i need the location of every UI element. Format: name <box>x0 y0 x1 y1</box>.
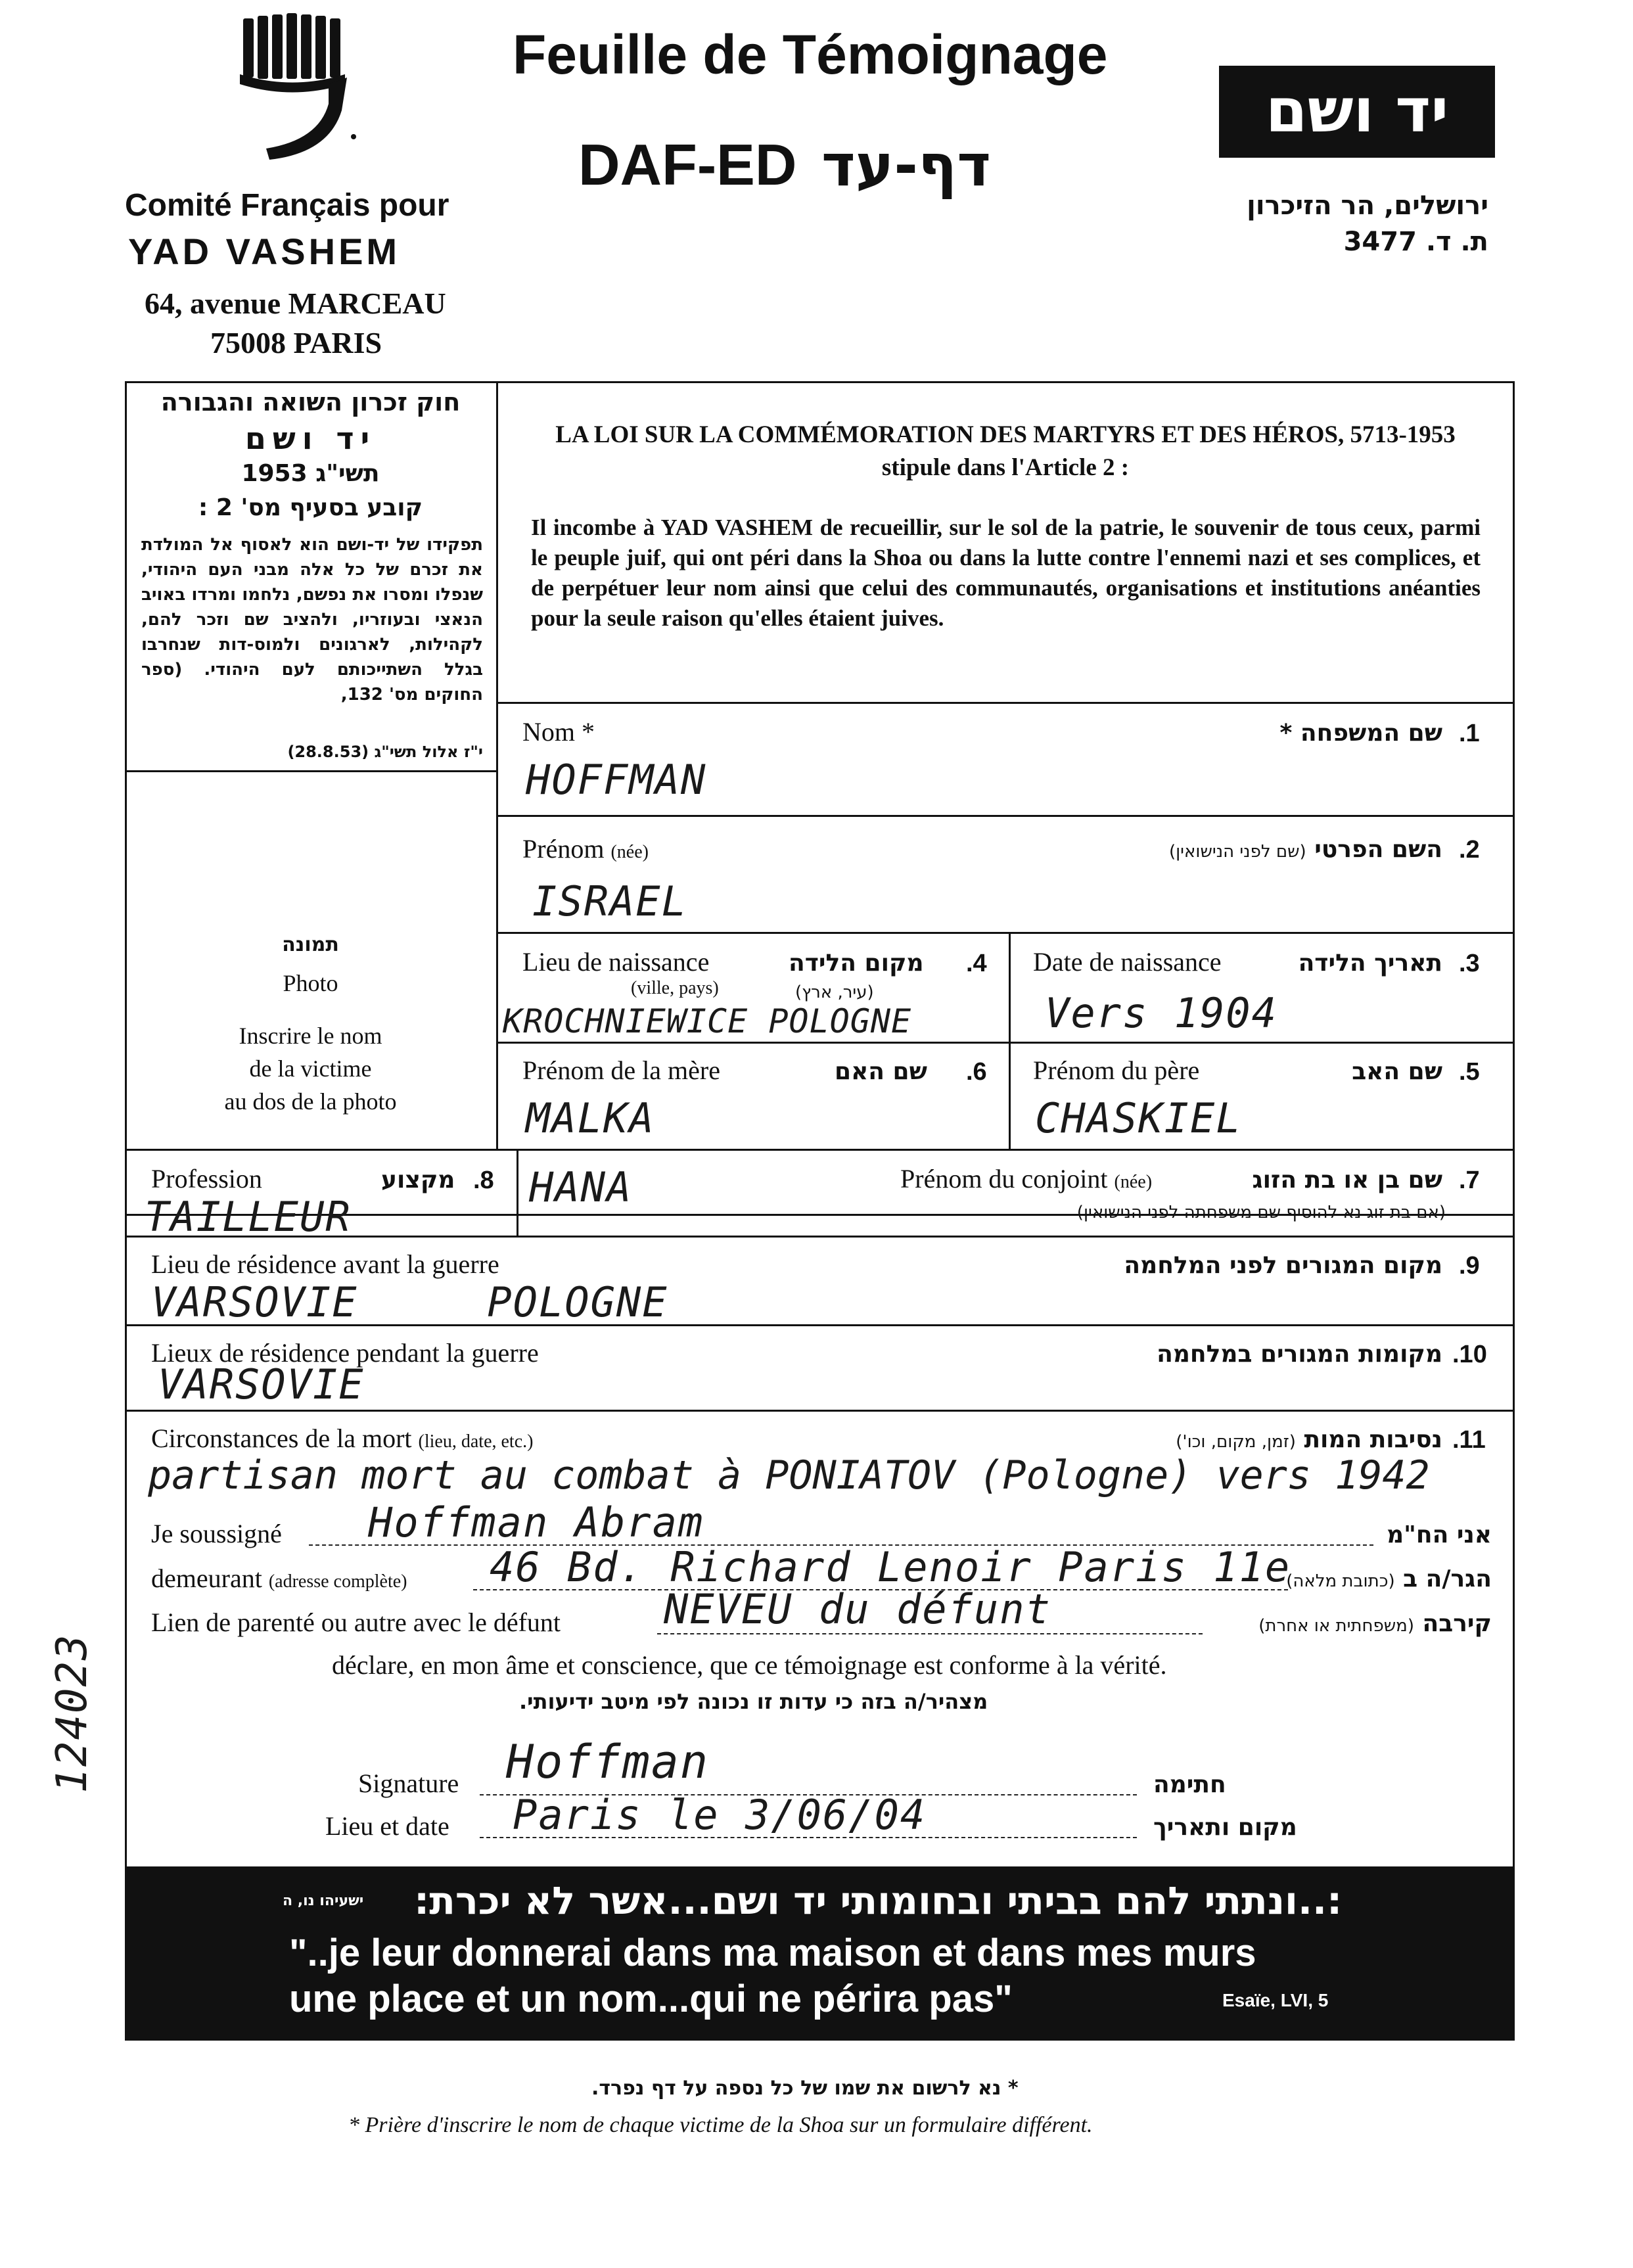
residence-avant-value[interactable]: VARSOVIE POLOGNE <box>151 1278 668 1326</box>
demeurant-label-small: (adresse complète) <box>268 1571 407 1592</box>
lieu-naissance-label: Lieu de naissance <box>522 947 710 977</box>
banner-french-source: Esaïe, LVI, 5 <box>1222 1990 1329 2010</box>
date-naissance-value[interactable]: Vers 1904 <box>1045 989 1277 1037</box>
profession-value[interactable]: TAILLEUR <box>145 1193 352 1241</box>
residence-avant-hebrew: מקום המגורים לפני המלחמה <box>1124 1252 1442 1279</box>
prenom-pere-label: Prénom du père <box>1033 1055 1200 1085</box>
circonstances-number: .11 <box>1452 1426 1486 1454</box>
demeurant-hebrew-small: (כתובת מלאה) <box>1286 1571 1395 1591</box>
lieu-naissance-number: .4 <box>966 950 987 977</box>
prenom-value[interactable]: ISRAEL <box>532 877 687 925</box>
prenom-label-small: (née) <box>610 842 649 862</box>
parente-hebrew-small: (משפחתית או אחרת) <box>1258 1616 1414 1636</box>
prenom-number: .2 <box>1459 836 1480 864</box>
form-subtitle-latin: DAF-ED <box>578 132 797 197</box>
right-border-lower <box>1513 1149 1515 1891</box>
residence-pendant-value[interactable]: VARSOVIE <box>158 1360 365 1408</box>
lieu-date-value[interactable]: Paris le 3/06/04 <box>513 1791 927 1839</box>
declaration-french: déclare, en mon âme et conscience, que ce témoignage est conforme à la vérité. <box>332 1650 1167 1680</box>
divider-residence-during <box>125 1410 1515 1412</box>
form-subtitle-hebrew: דף-עד <box>821 131 991 199</box>
demeurant-label-text: demeurant <box>151 1563 262 1593</box>
nom-number: .1 <box>1459 720 1480 747</box>
law-hebrew-date: י"ז אלול תשי"ג (28.8.53) <box>287 743 483 761</box>
committee-line1: Comité Français pour <box>125 188 449 223</box>
conjoint-number: .7 <box>1459 1167 1480 1194</box>
prenom-label <box>522 833 649 864</box>
divider-prenom <box>496 932 1515 934</box>
prenom-mere-value[interactable]: MALKA <box>526 1094 655 1142</box>
circonstances-label <box>151 1423 533 1454</box>
divider-parents <box>125 1149 1515 1151</box>
photo-instruction-3: au dos de la photo <box>224 1088 397 1115</box>
footnote-french: * Prière d'inscrire le nom de chaque victime de la Shoa sur un formulaire différent. <box>348 2113 1093 2137</box>
circonstances-hebrew <box>1176 1426 1442 1453</box>
divider-nom <box>496 815 1515 817</box>
residence-pendant-number: .10 <box>1452 1341 1487 1368</box>
left-border-lower <box>125 1149 127 1891</box>
parente-value[interactable]: NEVEU du défunt <box>664 1585 1051 1633</box>
declaration-hebrew: מצהיר/ה בזה כי עדות זו נכונה לפי מיטב ידיעותי. <box>519 1689 988 1714</box>
banner-hebrew-source: ישעיהו נו, ה <box>283 1893 364 1909</box>
banner-french-line1: "..je leur donnerai dans ma maison et dans mes murs <box>289 1932 1256 1974</box>
law-french-subtitle: stipule dans l'Article 2 : <box>881 454 1130 481</box>
circonstances-hebrew-text: נסיבות המות <box>1304 1426 1442 1453</box>
date-naissance-label: Date de naissance <box>1033 947 1222 977</box>
residence-avant-label: Lieu de résidence avant la guerre <box>151 1249 499 1279</box>
lieu-naissance-hebrew: מקום הלידה <box>789 950 924 977</box>
prenom-hebrew-text: השם הפרטי <box>1314 836 1442 863</box>
law-hebrew-yad-vashem: יד ושם <box>244 421 377 456</box>
prenom-mere-hebrew: שם האם <box>835 1058 927 1085</box>
soussigne-hebrew: אני הח"מ <box>1387 1521 1492 1548</box>
footnote-hebrew: * נא לרשום את שמו של כל נספה על דף נפרד. <box>591 2077 1019 2100</box>
prenom-label-text: Prénom <box>522 834 605 864</box>
law-hebrew-year: תשי"ג 1953 <box>241 460 380 487</box>
divider-profession <box>125 1236 1515 1238</box>
circonstances-label-text: Circonstances de la mort <box>151 1423 412 1453</box>
residence-pendant-label: Lieux de résidence pendant la guerre <box>151 1338 539 1368</box>
prenom-pere-value[interactable]: CHASKIEL <box>1035 1094 1242 1142</box>
address-line1: 64, avenue MARCEAU <box>145 287 446 320</box>
demeurant-label <box>151 1563 407 1594</box>
demeurant-hebrew-text: הגר/ה ב <box>1403 1565 1492 1592</box>
law-hebrew-title: חוק זכרון השואה והגבורה <box>160 388 461 417</box>
parente-line <box>657 1633 1203 1634</box>
lieu-naissance-label-small: (ville, pays) <box>631 978 719 998</box>
law-hebrew-body: תפקידו של יד-ושם הוא לאסוף אל המולדת את זכרם של כל אלה מבני העם היהודי, שנפלו ומסרו את נפשם, נלחמו ומרדו באויב הנאצי ובעוזריו, ולהציב שם וזכר להם, לקהילות, לארגונים ולמוס-דות שנחרבו בגלל השתייכותם לעם היהודי. (ספר החוקים מס' 132, <box>141 535 483 705</box>
soussigne-label: Je soussigné <box>151 1519 282 1548</box>
divider-profession-vertical <box>517 1149 518 1236</box>
law-french-body: Il incombe à YAD VASHEM de recueillir, sur le sol de la patrie, le souvenir de tous ceux, parmi le peuple juif, qui ont péri dans la Shoa ou dans la lutte contre l'ennemi nazi et ses complices, et de perpétuer leur nom ainsi que celui des communautés, organisations et institutions anéanties pour la seule raison qu'elles étaient juives. <box>531 515 1481 631</box>
circonstances-hebrew-small: (זמן, מקום, וכו') <box>1176 1432 1296 1452</box>
parente-label: Lien de parenté ou autre avec le défunt <box>151 1608 561 1637</box>
lieu-date-label: Lieu et date <box>325 1811 449 1841</box>
prenom-hebrew-small: (שם לפני הנישואין) <box>1168 842 1306 862</box>
profession-hebrew: מקצוע <box>381 1167 455 1193</box>
left-column-divider <box>496 381 498 1150</box>
prenom-mere-number: .6 <box>966 1058 987 1086</box>
parente-hebrew <box>1258 1610 1492 1637</box>
parente-hebrew-text: קירבה <box>1422 1610 1492 1637</box>
photo-instruction-1: Inscrire le nom <box>239 1023 382 1049</box>
photo-instruction-2: de la victime <box>249 1055 372 1082</box>
yad-vashem-hebrew-logo <box>1219 66 1495 158</box>
date-naissance-hebrew: תאריך הלידה <box>1298 950 1442 977</box>
law-french-title: LA LOI SUR LA COMMÉMORATION DES MARTYRS ET DES HÉROS, 5713-1953 <box>555 421 1456 448</box>
soussigne-value[interactable]: Hoffman Abram <box>368 1498 704 1546</box>
prenom-pere-number: .5 <box>1459 1058 1480 1086</box>
logo-text: יד ושם <box>1265 76 1449 146</box>
profession-label: Profession <box>151 1164 262 1193</box>
demeurant-hebrew <box>1286 1565 1492 1592</box>
prenom-hebrew <box>1169 836 1442 863</box>
nom-label: Nom * <box>522 717 595 747</box>
right-address-line1: ירושלים, הר הזיכרון <box>1247 191 1488 221</box>
signature-label: Signature <box>358 1769 459 1798</box>
conjoint-value[interactable]: HANA <box>529 1163 633 1211</box>
demeurant-value[interactable]: 46 Bd. Richard Lenoir Paris 11e <box>490 1543 1291 1591</box>
prenom-pere-hebrew: שם האב <box>1352 1058 1442 1085</box>
conjoint-hebrew-small: (אם בת זוג נא להוסיף שם משפחתה לפני הנישואין) <box>1076 1203 1446 1222</box>
prenom-mere-label: Prénom de la mère <box>522 1055 720 1085</box>
banner-french-line2: une place et un nom...qui ne périra pas" <box>289 1978 1013 2020</box>
conjoint-label-text: Prénom du conjoint <box>900 1164 1108 1193</box>
signature-hebrew: חתימה <box>1153 1771 1226 1798</box>
committee-line2: YAD VASHEM <box>128 231 401 272</box>
address-line2: 75008 PARIS <box>210 326 382 359</box>
conjoint-label <box>900 1163 1152 1194</box>
quote-banner <box>125 1866 1515 2041</box>
margin-archive-number: 124023 <box>48 1633 97 1794</box>
nom-value[interactable]: HOFFMAN <box>526 756 707 804</box>
banner-hebrew-quote: :..ונתתי להם בביתי ובחומותי יד ושם...אשר לא יכרת: <box>414 1878 1343 1923</box>
signature-value[interactable]: Hoffman <box>506 1735 710 1789</box>
circonstances-value[interactable]: partisan mort au combat à PONIATOV (Pologne) vers 1942 <box>148 1452 1430 1498</box>
circonstances-label-small: (lieu, date, etc.) <box>418 1431 534 1452</box>
lieu-naissance-value[interactable]: KROCHNIEWICE POLOGNE <box>503 1002 912 1040</box>
form-title: Feuille de Témoignage <box>513 24 1108 85</box>
profession-number: .8 <box>473 1167 494 1194</box>
divider-law-left <box>125 770 497 772</box>
divider-birth <box>496 1042 1515 1044</box>
residence-avant-number: .9 <box>1459 1252 1480 1280</box>
lieu-naissance-hebrew-small: (עיר, ארץ) <box>795 983 874 1002</box>
residence-pendant-hebrew: מקומות המגורים במלחמה <box>1157 1341 1442 1368</box>
photo-hebrew: תמונה <box>282 933 339 956</box>
divider-law-right <box>496 702 1515 704</box>
law-hebrew-article: קובע בסעיף מס' 2 : <box>198 494 423 521</box>
menorah-logo <box>230 12 368 163</box>
photo-label: Photo <box>283 970 338 996</box>
divider-mid-birth <box>1009 932 1011 1149</box>
right-address-line2: ת. ד. 3477 <box>1343 227 1488 257</box>
conjoint-hebrew: שם בן או בת הזוג <box>1252 1167 1442 1193</box>
conjoint-label-small: (née) <box>1114 1172 1153 1192</box>
date-naissance-number: .3 <box>1459 950 1480 977</box>
lieu-date-hebrew: מקום ותאריך <box>1153 1814 1297 1841</box>
nom-hebrew: שם המשפחה * <box>1279 720 1442 747</box>
